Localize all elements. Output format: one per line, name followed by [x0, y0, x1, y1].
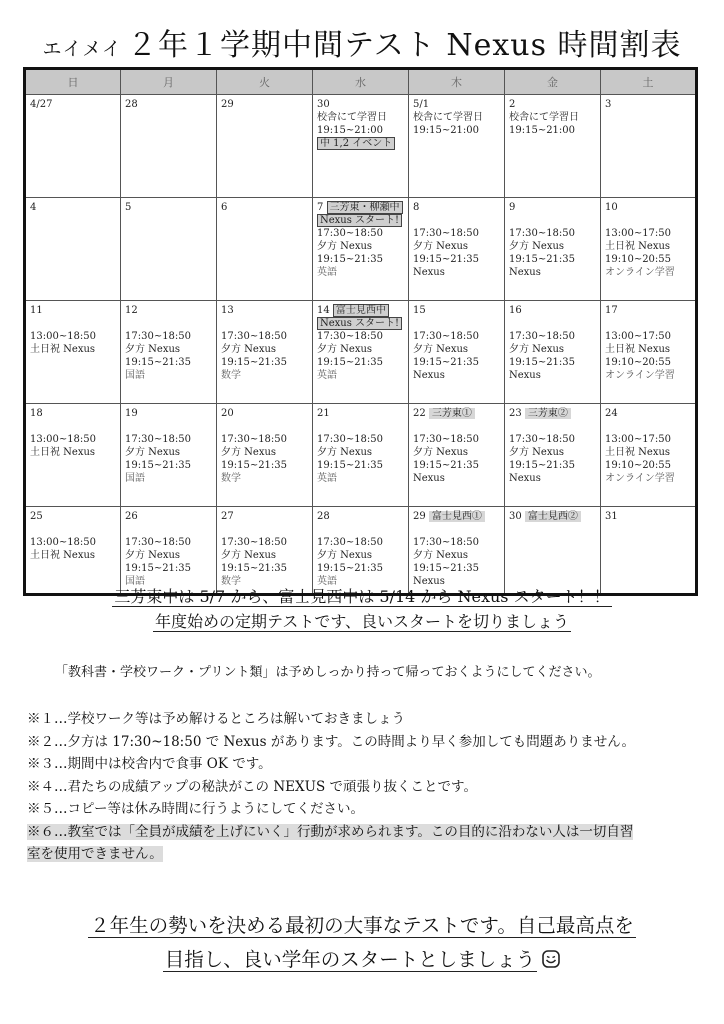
start-badge: Nexus スタート!: [317, 214, 402, 227]
day-label: 15: [413, 305, 426, 316]
subject-label: 英語: [317, 473, 337, 484]
spacer: [125, 317, 212, 330]
weekday-header: 金: [505, 69, 601, 95]
day-cell: [505, 95, 601, 198]
day-number: [317, 98, 404, 111]
day-cell: [217, 404, 313, 507]
day-label: 20: [221, 408, 234, 419]
note-item: ※５…コピー等は休み時間に行うようにしてください。: [27, 801, 364, 817]
schedule-line: 17:30~18:50: [221, 331, 288, 342]
page-title: [0, 26, 724, 70]
schedule-line: 19:15~21:35: [509, 460, 576, 471]
day-number: [221, 304, 308, 317]
day-cell: [121, 404, 217, 507]
note-item: ※３…期間中は校舎内で食事 OK です。: [27, 756, 272, 772]
day-number: [413, 98, 500, 111]
spacer: [605, 420, 691, 433]
day-cell: [25, 198, 121, 301]
schedule-line: 19:15~21:00: [317, 125, 384, 136]
day-cell: [601, 404, 697, 507]
subject-label: オンライン学習: [605, 267, 675, 278]
spacer: [605, 317, 691, 330]
schedule-line: 夕方 Nexus: [413, 241, 469, 252]
closing-line-1: ２年生の勢いを決める最初の大事なテストです。自己最高点を: [90, 914, 634, 937]
schedule-calendar: [23, 67, 698, 596]
day-cell: [409, 95, 505, 198]
schedule-line: 17:30~18:50: [317, 228, 384, 239]
day-cell: [409, 404, 505, 507]
spacer: [221, 420, 308, 433]
schedule-line: 夕方 Nexus: [221, 344, 277, 355]
day-cell: [121, 198, 217, 301]
day-label: 30: [509, 511, 522, 522]
day-number: [317, 510, 404, 523]
schedule-line: 19:15~21:35: [221, 563, 288, 574]
schedule-line: Nexus: [509, 370, 541, 381]
schedule-line: 夕方 Nexus: [221, 447, 277, 458]
day-cell: [313, 198, 409, 301]
schedule-line: 17:30~18:50: [509, 434, 576, 445]
day-number: [605, 201, 691, 214]
subject-label: 国語: [125, 473, 145, 484]
day-cell: [217, 507, 313, 595]
notes-list: [27, 708, 697, 866]
calendar-week-row: [25, 95, 697, 198]
spacer: [125, 420, 212, 433]
schedule-line: 17:30~18:50: [413, 331, 480, 342]
schedule-line: 校舎にて学習日: [317, 112, 387, 123]
day-label: 19: [125, 408, 138, 419]
title-main: ２年１学期中間テスト Nexus 時間割表: [127, 28, 682, 63]
day-cell: [121, 301, 217, 404]
day-label: 31: [605, 511, 618, 522]
spacer: [30, 523, 116, 536]
schedule-line: 土日祝 Nexus: [605, 447, 671, 458]
day-number: [317, 201, 404, 214]
note-item: ※１…学校ワーク等は予め解けるところは解いておきましょう: [27, 711, 405, 727]
schedule-line: 17:30~18:50: [125, 331, 192, 342]
schedule-line: 17:30~18:50: [125, 537, 192, 548]
day-number: [413, 407, 500, 420]
subject-label: 国語: [125, 370, 145, 381]
schedule-line: 17:30~18:50: [221, 434, 288, 445]
day-number: [509, 510, 596, 523]
schedule-line: 19:15~21:35: [509, 254, 576, 265]
day-cell: [601, 301, 697, 404]
day-label: 27: [221, 511, 234, 522]
schedule-line: 夕方 Nexus: [509, 344, 565, 355]
weekday-header: 木: [409, 69, 505, 95]
calendar-week-row: [25, 507, 697, 595]
schedule-line: 夕方 Nexus: [317, 241, 373, 252]
schedule-line: 夕方 Nexus: [125, 344, 181, 355]
day-label: 14: [317, 305, 330, 316]
spacer: [125, 523, 212, 536]
day-cell: [505, 507, 601, 595]
day-cell: [313, 507, 409, 595]
schedule-line: 土日祝 Nexus: [30, 447, 96, 458]
school-badge: 富士見西中: [333, 304, 389, 317]
day-label: 25: [30, 511, 43, 522]
day-label: 26: [125, 511, 138, 522]
day-number: [509, 98, 596, 111]
subject-label: オンライン学習: [605, 473, 675, 484]
schedule-line: 17:30~18:50: [413, 228, 480, 239]
day-label: 6: [221, 202, 228, 213]
school-badge: 三芳東・柳瀬中: [327, 201, 403, 214]
subject-label: 英語: [317, 267, 337, 278]
spacer: [605, 214, 691, 227]
start-badge-line: [317, 214, 404, 227]
schedule-line: Nexus: [413, 576, 445, 587]
day-number: [605, 510, 691, 523]
day-label: 24: [605, 408, 618, 419]
day-cell: [601, 95, 697, 198]
calendar-week-row: [25, 198, 697, 301]
day-number: [221, 98, 308, 111]
day-label: 22: [413, 408, 426, 419]
schedule-line: 19:15~21:35: [317, 254, 384, 265]
day-cell: [25, 301, 121, 404]
day-label: 2: [509, 99, 516, 110]
subject-label: 英語: [317, 576, 337, 587]
schedule-line: Nexus: [509, 473, 541, 484]
schedule-line: 夕方 Nexus: [125, 550, 181, 561]
subject-label: 数学: [221, 473, 241, 484]
schedule-line: Nexus: [413, 267, 445, 278]
day-number: [125, 510, 212, 523]
day-label: 3: [605, 99, 612, 110]
day-cell: [217, 301, 313, 404]
day-label: 5/1: [413, 99, 430, 110]
day-cell: [217, 95, 313, 198]
day-label: 4/27: [30, 99, 53, 110]
highlight-note-line-2: 室を使用できません。: [27, 846, 163, 862]
note-item: ※４…君たちの成績アップの秘訣がこの NEXUS で頑張り抜くことです。: [27, 778, 477, 795]
day-label: 13: [221, 305, 234, 316]
schedule-line: 19:10~20:55: [605, 460, 672, 471]
schedule-line: 19:10~20:55: [605, 254, 672, 265]
day-number: [317, 407, 404, 420]
schedule-line: 夕方 Nexus: [413, 447, 469, 458]
day-cell: [505, 198, 601, 301]
schedule-line: 夕方 Nexus: [317, 447, 373, 458]
schedule-line: 校舎にて学習日: [509, 112, 579, 123]
day-label: 7: [317, 202, 324, 213]
day-number: [221, 407, 308, 420]
subject-label: 数学: [221, 576, 241, 587]
weekday-header: 日: [25, 69, 121, 95]
schedule-line: 19:15~21:35: [509, 357, 576, 368]
schedule-line: 夕方 Nexus: [221, 550, 277, 561]
day-label: 5: [125, 202, 132, 213]
day-number: [509, 407, 596, 420]
weekday-header: 火: [217, 69, 313, 95]
day-label: 4: [30, 202, 37, 213]
announcement-line-1: 三芳東中は 5/7 から、富士見西中は 5/14 から Nexus スタート！！: [114, 587, 610, 606]
schedule-line: Nexus: [509, 267, 541, 278]
schedule-line: 夕方 Nexus: [125, 447, 181, 458]
day-cell: [25, 507, 121, 595]
schedule-line: Nexus: [413, 473, 445, 484]
schedule-line: 17:30~18:50: [413, 537, 480, 548]
day-cell: [313, 95, 409, 198]
schedule-line: 17:30~18:50: [413, 434, 480, 445]
spacer: [509, 317, 596, 330]
schedule-line: 夕方 Nexus: [413, 550, 469, 561]
spacer: [509, 214, 596, 227]
subject-label: 数学: [221, 370, 241, 381]
closing-line-2: 目指し、良い学年のスタートとしましょう: [0, 944, 724, 972]
schedule-line: 19:15~21:35: [125, 460, 192, 471]
spacer: [30, 317, 116, 330]
start-badge: Nexus スタート!: [317, 317, 402, 330]
day-cell: [409, 198, 505, 301]
day-number: [125, 304, 212, 317]
schedule-line: 土日祝 Nexus: [30, 344, 96, 355]
day-cell: [601, 507, 697, 595]
schedule-line: 夕方 Nexus: [317, 344, 373, 355]
day-cell: [121, 507, 217, 595]
schedule-line: 夕方 Nexus: [413, 344, 469, 355]
day-cell: [217, 198, 313, 301]
schedule-line: 夕方 Nexus: [317, 550, 373, 561]
day-number: [605, 304, 691, 317]
event-badge: 中 1,2 イベント: [317, 137, 395, 150]
day-label: 11: [30, 305, 43, 316]
day-label: 28: [125, 99, 138, 110]
school-tag: 富士見西①: [429, 511, 485, 522]
day-label: 28: [317, 511, 330, 522]
day-number: [30, 201, 116, 214]
schedule-line: 19:15~21:35: [125, 357, 192, 368]
school-tag: 三芳東②: [525, 408, 571, 419]
spacer: [413, 317, 500, 330]
schedule-line: 17:30~18:50: [317, 331, 384, 342]
day-number: [605, 407, 691, 420]
spacer: [413, 214, 500, 227]
school-tag: 三芳東①: [429, 408, 475, 419]
weekday-header-row: [25, 69, 697, 95]
schedule-line: 17:30~18:50: [509, 331, 576, 342]
schedule-line: 校舎にて学習日: [413, 112, 483, 123]
calendar-week-row: [25, 301, 697, 404]
day-number: [509, 201, 596, 214]
schedule-line: 13:00~17:50: [605, 331, 672, 342]
schedule-line: 19:15~21:35: [221, 460, 288, 471]
schedule-line: 17:30~18:50: [221, 537, 288, 548]
weekday-header: 土: [601, 69, 697, 95]
day-number: [509, 304, 596, 317]
start-badge-line: [317, 317, 404, 330]
note-item: ※２…夕方は 17:30~18:50 で Nexus があります。この時間より早く参加しても問題ありません。: [27, 733, 636, 750]
schedule-line: 土日祝 Nexus: [30, 550, 96, 561]
spacer: [413, 523, 500, 536]
schedule-line: 夕方 Nexus: [509, 241, 565, 252]
day-number: [30, 510, 116, 523]
day-label: 23: [509, 408, 522, 419]
schedule-line: 13:00~18:50: [30, 537, 97, 548]
subject-label: 国語: [125, 576, 145, 587]
day-number: [413, 201, 500, 214]
calendar-body: [25, 95, 697, 595]
day-label: 29: [413, 511, 426, 522]
day-label: 29: [221, 99, 234, 110]
spacer: [413, 420, 500, 433]
schedule-line: 13:00~18:50: [30, 434, 97, 445]
spacer: [317, 523, 404, 536]
day-label: 30: [317, 99, 330, 110]
schedule-line: 土日祝 Nexus: [605, 344, 671, 355]
day-label: 18: [30, 408, 43, 419]
schedule-line: 13:00~18:50: [30, 331, 97, 342]
schedule-line: 19:15~21:35: [413, 563, 480, 574]
schedule-line: 19:10~20:55: [605, 357, 672, 368]
schedule-line: 19:15~21:35: [221, 357, 288, 368]
schedule-line: 夕方 Nexus: [509, 447, 565, 458]
day-cell: [601, 198, 697, 301]
day-number: [125, 407, 212, 420]
day-label: 17: [605, 305, 618, 316]
day-label: 16: [509, 305, 522, 316]
day-label: 10: [605, 202, 618, 213]
day-number: [30, 407, 116, 420]
day-number: [125, 201, 212, 214]
day-label: 21: [317, 408, 330, 419]
schedule-line: 17:30~18:50: [317, 434, 384, 445]
schedule-line: 17:30~18:50: [125, 434, 192, 445]
schedule-line: 19:15~21:35: [413, 460, 480, 471]
day-number: [221, 510, 308, 523]
schedule-line: 19:15~21:35: [413, 357, 480, 368]
schedule-line: 19:15~21:35: [317, 460, 384, 471]
day-label: 12: [125, 305, 138, 316]
weekday-header: 水: [313, 69, 409, 95]
day-cell: [25, 404, 121, 507]
day-cell: [313, 301, 409, 404]
day-number: [413, 510, 500, 523]
spacer: [221, 317, 308, 330]
announcement-line-2: 年度始めの定期テストです、良いスタートを切りましょう: [154, 612, 570, 631]
schedule-line: 13:00~17:50: [605, 434, 672, 445]
schedule-line: 19:15~21:00: [509, 125, 576, 136]
highlight-note-line-1: ※６…教室では「全員が成績を上げにいく」行動が求められます。この目的に沿わない人は一切自習: [27, 823, 634, 840]
subject-label: 英語: [317, 370, 337, 381]
title-prefix: エイメイ: [42, 38, 122, 60]
day-cell: [505, 404, 601, 507]
spacer: [221, 523, 308, 536]
day-number: [221, 201, 308, 214]
spacer: [30, 420, 116, 433]
schedule-line: 17:30~18:50: [317, 537, 384, 548]
day-number: [30, 98, 116, 111]
day-label: 8: [413, 202, 420, 213]
spacer: [317, 420, 404, 433]
day-cell: [121, 95, 217, 198]
schedule-line: 19:15~21:35: [413, 254, 480, 265]
day-number: [125, 98, 212, 111]
day-cell: [505, 301, 601, 404]
day-number: [317, 304, 404, 317]
day-cell: [409, 301, 505, 404]
schedule-line: 17:30~18:50: [509, 228, 576, 239]
spacer: [509, 420, 596, 433]
day-cell: [25, 95, 121, 198]
day-number: [30, 304, 116, 317]
day-cell: [313, 404, 409, 507]
day-number: [605, 98, 691, 111]
subject-label: オンライン学習: [605, 370, 675, 381]
materials-note: 「教科書・学校ワーク・プリント類」は予めしっかり持って帰っておくようにしてください。: [55, 665, 601, 680]
schedule-line: 19:15~21:35: [125, 563, 192, 574]
schedule-line: 19:15~21:00: [413, 125, 480, 136]
calendar-week-row: [25, 404, 697, 507]
school-tag: 富士見西②: [525, 511, 581, 522]
day-number: [413, 304, 500, 317]
day-label: 9: [509, 202, 516, 213]
schedule-line: 13:00~17:50: [605, 228, 672, 239]
day-cell: [409, 507, 505, 595]
weekday-header: 月: [121, 69, 217, 95]
schedule-line: Nexus: [413, 370, 445, 381]
schedule-line: 土日祝 Nexus: [605, 241, 671, 252]
schedule-line: 19:15~21:35: [317, 357, 384, 368]
schedule-line: 19:15~21:35: [317, 563, 384, 574]
smiling-face-icon: [541, 949, 561, 969]
event-badge-line: [317, 137, 404, 150]
